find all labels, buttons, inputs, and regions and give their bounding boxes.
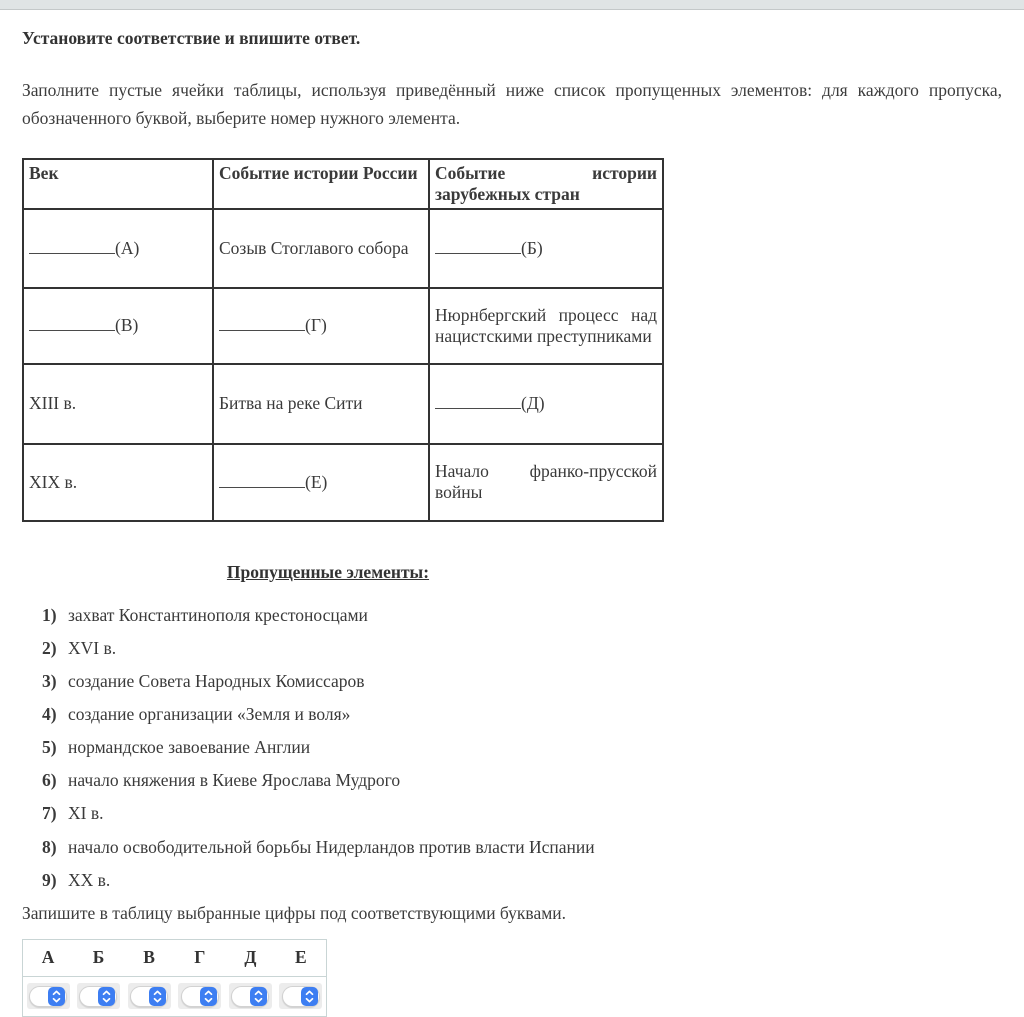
answer-table bbox=[22, 939, 327, 1017]
blank-line bbox=[219, 473, 305, 488]
cell-russia-event: Созыв Стоглавого собора bbox=[213, 209, 429, 288]
list-item-number: 1) bbox=[42, 604, 57, 625]
spinner-value-field[interactable] bbox=[130, 986, 168, 1007]
list-item-number: 7) bbox=[42, 803, 57, 824]
cell-foreign-blank-b bbox=[429, 209, 663, 288]
missing-elements-list bbox=[22, 605, 1002, 890]
stepper-arrows-icon[interactable] bbox=[149, 987, 166, 1006]
blank-label: (Д) bbox=[521, 393, 545, 414]
stepper-arrows-icon[interactable] bbox=[250, 987, 267, 1006]
list-item-number: 8) bbox=[42, 836, 57, 857]
blank-label: (Б) bbox=[521, 237, 543, 258]
cell-foreign-event: Начало франко-прусской войны bbox=[429, 444, 663, 521]
stepper-arrows-icon[interactable] bbox=[48, 987, 65, 1006]
list-item bbox=[22, 605, 1002, 625]
answer-letter-g: Г bbox=[174, 939, 225, 976]
stepper-arrows-icon[interactable] bbox=[200, 987, 217, 1006]
blank-label: (А) bbox=[115, 237, 140, 258]
list-item-number: 9) bbox=[42, 869, 57, 890]
list-item-number: 3) bbox=[42, 670, 57, 691]
cell-century: XIII в. bbox=[23, 364, 213, 444]
list-item bbox=[22, 671, 1002, 691]
answer-cell-v bbox=[124, 976, 175, 1016]
list-item bbox=[22, 704, 1002, 724]
missing-elements-title: Пропущенные элементы: bbox=[226, 561, 430, 582]
list-item bbox=[22, 737, 1002, 757]
blank-label: (Г) bbox=[305, 315, 327, 336]
answer-spinner-v[interactable] bbox=[128, 983, 171, 1009]
stepper-arrows-icon[interactable] bbox=[301, 987, 318, 1006]
list-item-text: нормандское завоевание Англии bbox=[68, 737, 311, 758]
write-answers-note: Запишите в таблицу выбранные цифры под соответствующими буквами. bbox=[22, 902, 567, 923]
blank-line bbox=[29, 316, 115, 331]
list-item bbox=[22, 638, 1002, 658]
cell-century-blank-a bbox=[23, 209, 213, 288]
cell-century: XIX в. bbox=[23, 444, 213, 521]
answer-spinner-d[interactable] bbox=[229, 983, 272, 1009]
list-item-text: захват Константинополя крестоносцами bbox=[68, 604, 368, 625]
answer-spinners-row bbox=[23, 976, 327, 1016]
list-item bbox=[22, 870, 1002, 890]
task-heading: Установите соответствие и впишите ответ. bbox=[22, 28, 361, 48]
blank-label: (Е) bbox=[305, 471, 328, 492]
stepper-arrows-icon[interactable] bbox=[98, 987, 115, 1006]
answer-letter-b: Б bbox=[73, 939, 124, 976]
cell-foreign-blank-d bbox=[429, 364, 663, 444]
blank-line bbox=[435, 239, 521, 254]
spinner-value-field[interactable] bbox=[29, 986, 67, 1007]
answer-spinner-b[interactable] bbox=[77, 983, 120, 1009]
cell-foreign-event: Нюрнбергский процесс над нацистскими преступниками bbox=[429, 288, 663, 364]
table-row bbox=[23, 209, 663, 288]
list-item-text: XX в. bbox=[68, 869, 111, 890]
cell-russia-blank-e bbox=[213, 444, 429, 521]
answer-letters-row bbox=[23, 939, 327, 976]
table-row bbox=[23, 364, 663, 444]
list-item-text: создание Совета Народных Комиссаров bbox=[68, 670, 365, 691]
spinner-value-field[interactable] bbox=[282, 986, 320, 1007]
answer-spinner-g[interactable] bbox=[178, 983, 221, 1009]
answer-spinner-e[interactable] bbox=[279, 983, 322, 1009]
list-item bbox=[22, 770, 1002, 790]
answer-cell-d bbox=[225, 976, 276, 1016]
list-item-text: создание организации «Земля и воля» bbox=[68, 704, 351, 725]
answer-cell-e bbox=[276, 976, 327, 1016]
cell-russia-blank-g bbox=[213, 288, 429, 364]
blank-label: (В) bbox=[115, 315, 139, 336]
list-item-text: XVI в. bbox=[68, 637, 117, 658]
header-century: Век bbox=[23, 159, 213, 209]
header-russia-event: Событие истории России bbox=[213, 159, 429, 209]
table-row bbox=[23, 444, 663, 521]
task-instructions: Заполните пустые ячейки таблицы, используя приведённый ниже список пропущенных элементов: для каждого пропуска, обозначенного буквой, выберите номер нужного элемента. bbox=[22, 80, 1002, 129]
answer-cell-g bbox=[174, 976, 225, 1016]
answer-letter-d: Д bbox=[225, 939, 276, 976]
list-item-number: 5) bbox=[42, 737, 57, 758]
list-item bbox=[22, 803, 1002, 823]
answer-cell-a bbox=[23, 976, 74, 1016]
answer-spinner-a[interactable] bbox=[27, 983, 70, 1009]
question-page bbox=[0, 28, 1024, 1017]
list-item-number: 2) bbox=[42, 637, 57, 658]
blank-line bbox=[29, 239, 115, 254]
list-item bbox=[22, 837, 1002, 857]
cell-russia-event: Битва на реке Сити bbox=[213, 364, 429, 444]
blank-line bbox=[219, 316, 305, 331]
list-item-text: начало княжения в Киеве Ярослава Мудрого bbox=[68, 770, 401, 791]
top-window-bar bbox=[0, 0, 1024, 10]
answer-letter-v: В bbox=[124, 939, 175, 976]
question-table-header-row bbox=[23, 159, 663, 209]
answer-letter-e: Е bbox=[276, 939, 327, 976]
answer-letter-a: А bbox=[23, 939, 74, 976]
question-table bbox=[22, 158, 664, 522]
answer-cell-b bbox=[73, 976, 124, 1016]
spinner-value-field[interactable] bbox=[231, 986, 269, 1007]
blank-line bbox=[435, 394, 521, 409]
spinner-value-field[interactable] bbox=[181, 986, 219, 1007]
spinner-value-field[interactable] bbox=[79, 986, 117, 1007]
cell-century-blank-v bbox=[23, 288, 213, 364]
header-foreign-event: Событие истории зарубежных стран bbox=[429, 159, 663, 209]
table-row bbox=[23, 288, 663, 364]
list-item-text: XI в. bbox=[68, 803, 104, 824]
list-item-text: начало освободительной борьбы Нидерландов против власти Испании bbox=[68, 836, 595, 857]
list-item-number: 6) bbox=[42, 770, 57, 791]
list-item-number: 4) bbox=[42, 704, 57, 725]
